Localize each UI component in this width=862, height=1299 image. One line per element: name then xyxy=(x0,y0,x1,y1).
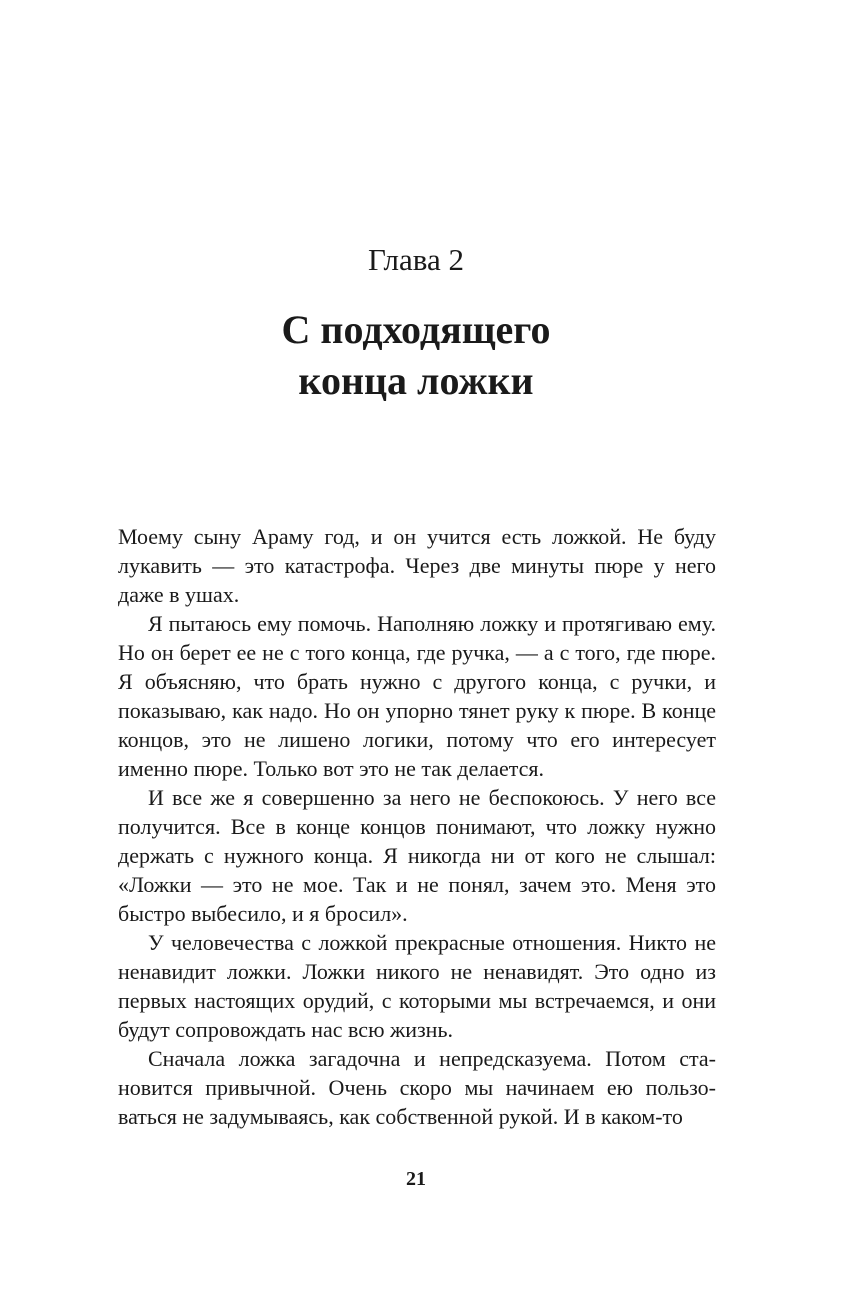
chapter-title-line-1: С подходящего xyxy=(281,307,551,352)
paragraph-2: Я пытаюсь ему помочь. Наполняю ложку и протягиваю ему. Но он берет ее не с того конца, где ручка, — а с того, где пюре. Я объясняю, что брать нужно с другого конца, с ручки, и показываю, как надо. Но он упорно тянет руку к пюре. В конце концов, это не лишено логики, потому что его интересует именно пюре. Только вот это не так делается. xyxy=(118,611,716,781)
chapter-label: Глава 2 xyxy=(367,242,465,277)
chapter-title xyxy=(0,304,832,406)
paragraph-1: Моему сыну Араму год, и он учится есть ложкой. Не буду лукавить — это катастрофа. Через две минуты пюре у него даже в ушах. xyxy=(118,524,716,607)
paragraph-5: Сначала ложка загадочна и непредсказуема. Потом становится привычной. Очень скоро мы начинаем ею пользоваться не задумываясь, как собственной рукой. И в каком-то xyxy=(118,1046,716,1129)
page-number: 21 xyxy=(406,1168,426,1190)
body-text xyxy=(118,522,716,1131)
paragraph-4: У человечества с ложкой прекрасные отношения. Никто не ненавидит ложки. Ложки никого не ненавидят. Это одно из первых настоящих орудий, с которыми мы встречаемся, и они будут сопровождать нас всю жизнь. xyxy=(118,930,716,1042)
paragraph-3: И все же я совершенно за него не беспокоюсь. У него все получится. Все в конце концов понимают, что ложку нужно держать с нужного конца. Я никогда ни от кого не слышал: «Ложки — это не мое. Так и не понял, зачем это. Меня это быстро выбесило, и я бросил». xyxy=(118,785,716,926)
chapter-title-line-2: конца ложки xyxy=(298,358,534,403)
